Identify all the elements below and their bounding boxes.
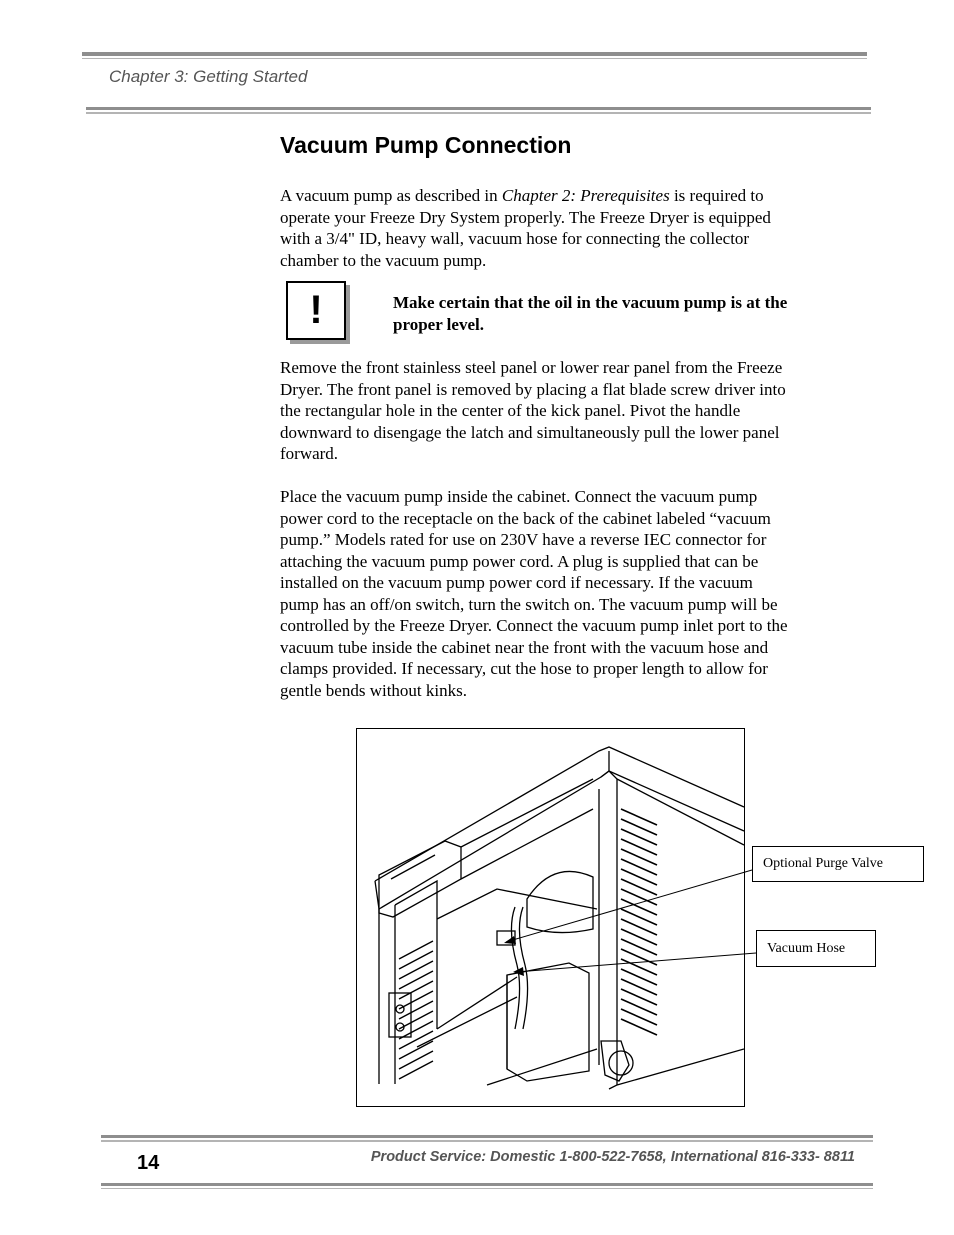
chapter-header: Chapter 3: Getting Started [109, 67, 308, 86]
callout-optional-purge-valve: Optional Purge Valve [752, 846, 924, 882]
chapter-reference: Chapter 2: Prerequisites [501, 186, 670, 205]
warning-icon: ! [286, 281, 346, 340]
footer-rule-top-thin [101, 1140, 873, 1142]
footer-rule-bottom [101, 1183, 873, 1186]
footer-rule-top [101, 1135, 873, 1138]
intro-text-before: A vacuum pump as described in [280, 186, 502, 205]
panel-removal-paragraph: Remove the front stainless steel panel or lower rear panel from the Freeze Dryer. The front panel is removed by placing a flat blade screw driver into the rectangular hole in the center of the kick panel. Pivot the handle downward to disengage the latch and simultaneously pull the lower panel forward. [280, 358, 786, 463]
section-title: Vacuum Pump Connection [280, 132, 572, 158]
product-service-contact: Product Service: Domestic 1-800-522-7658, International 816-333- 8811 [370, 1149, 855, 1165]
callout-vacuum-hose: Vacuum Hose [756, 930, 876, 967]
pump-installation-paragraph: Place the vacuum pump inside the cabinet. Connect the vacuum pump power cord to the receptacle on the back of the cabinet labeled “vacuum pump.” Models rated for use on 230V have a reverse IEC connector for attaching the vacuum pump power cord. A plug is supplied that can be installed on the vacuum pump power cord if necessary. If the vacuum pump has an off/on switch, turn the switch on. The vacuum pump will be controlled by the Freeze Dryer. Connect the vacuum pump inlet port to the vacuum tube inside the cabinet near the front with the vacuum hose and clamps provided. If necessary, cut the hose to proper length to allow for gentle bends without kinks. [280, 487, 788, 700]
page-number: 14 [137, 1152, 160, 1174]
warning-text: Make certain that the oil in the vacuum pump is at the proper level. [393, 293, 788, 334]
footer-rule-bottom-thin [101, 1188, 873, 1189]
intro-text-after: is required to operate your Freeze Dry System properly. The Freeze Dryer is equipped with a 3/4" ID, heavy wall, vacuum hose for connecting the collector chamber to the vacuum pump. [280, 186, 771, 270]
